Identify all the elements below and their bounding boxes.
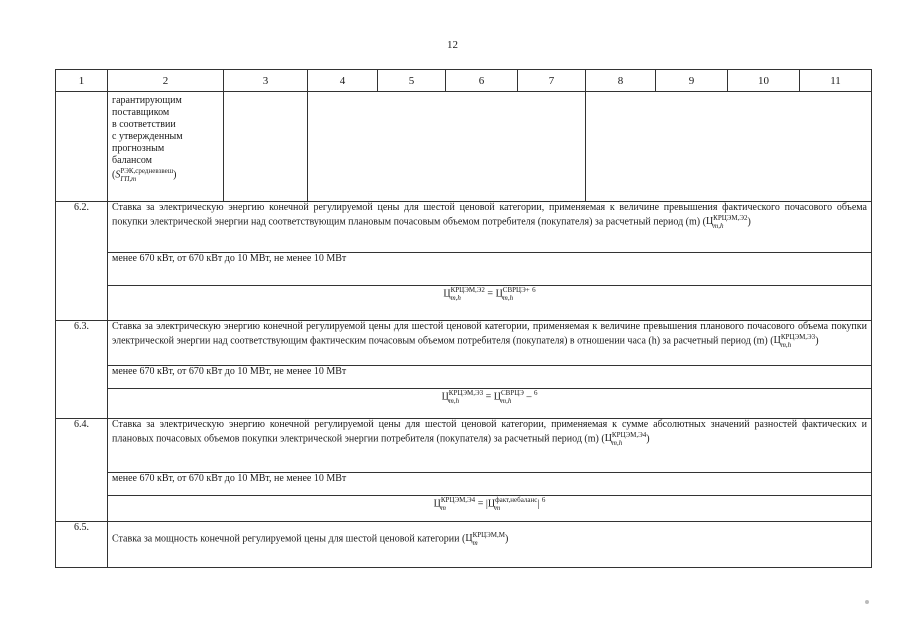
continuation-line: балансом bbox=[112, 155, 152, 166]
symbol-script bbox=[120, 167, 173, 183]
description-text: Ставка за электрическую энергию конечной регулируемой цены для шестой ценовой категории, применяемая к величине превышения фактического почасового объема покупки электрической энергии над соответствующим плановым почасовым объемом потребителя (покупателя) за расчетный период (m) ( bbox=[112, 202, 867, 228]
column-header: 9 bbox=[656, 70, 728, 92]
description-close: ) bbox=[815, 335, 819, 347]
continuation-line: поставщиком bbox=[112, 107, 170, 118]
symbol-sub: m,h bbox=[611, 439, 623, 447]
continuation-text-cell bbox=[108, 92, 224, 202]
row-description bbox=[108, 202, 872, 253]
formula-rhs-base: Ц bbox=[495, 288, 503, 300]
formula-lhs-sup: КРЦЭМ,Э3 bbox=[448, 389, 484, 397]
symbol-sub: m,h bbox=[713, 222, 724, 230]
tariff-table bbox=[55, 69, 872, 568]
column-header: 6 bbox=[446, 70, 518, 92]
formula-rhs-sub: m bbox=[495, 504, 501, 512]
table-row bbox=[56, 253, 872, 286]
symbol-base: Ц bbox=[773, 335, 781, 347]
empty-cell bbox=[308, 92, 586, 202]
symbol-sup: КРЦЭМ,Э4 bbox=[611, 431, 647, 439]
row-description bbox=[108, 321, 872, 366]
row-description bbox=[108, 522, 872, 568]
footnote-mark: 6 bbox=[532, 285, 536, 294]
formula-rhs-sub: m,h bbox=[502, 294, 514, 302]
row-condition: менее 670 кВт, от 670 кВт до 10 МВт, не менее 10 МВт bbox=[108, 253, 872, 286]
column-header: 4 bbox=[308, 70, 378, 92]
header-row bbox=[56, 70, 872, 92]
formula-operator: = bbox=[484, 288, 496, 300]
row-description bbox=[108, 419, 872, 473]
formula-rhs-base: Ц bbox=[487, 498, 496, 510]
table-row bbox=[56, 202, 872, 253]
footnote-mark: 6 bbox=[541, 495, 546, 504]
table-row bbox=[56, 496, 872, 522]
formula-rhs-sup: СВРЦЭ+ bbox=[502, 286, 530, 294]
description-symbol bbox=[705, 214, 748, 230]
symbol-sup: РЭК,средневзвеш bbox=[120, 167, 174, 175]
formula-lhs-sup: КРЦЭМ,Э2 bbox=[450, 286, 485, 294]
formula-rhs-sub: m,h bbox=[501, 397, 512, 405]
table-row bbox=[56, 522, 872, 568]
row-number: 6.4. bbox=[56, 419, 108, 522]
formula-lhs-sub: m,h bbox=[448, 397, 460, 405]
column-header: 1 bbox=[56, 70, 108, 92]
row-formula bbox=[108, 286, 872, 321]
row-number: 6.5. bbox=[56, 522, 108, 568]
formula-lhs-sub: m bbox=[440, 504, 446, 512]
row-formula bbox=[108, 389, 872, 419]
column-header: 5 bbox=[378, 70, 446, 92]
formula-operator: = | bbox=[475, 498, 488, 510]
row-number: 6.2. bbox=[56, 202, 108, 321]
formula-rhs-sup: факт,небаланс bbox=[495, 496, 538, 504]
formula-lhs-base: Ц bbox=[443, 288, 451, 300]
symbol-sup: КРЦЭМ,Э3 bbox=[780, 333, 816, 341]
row-condition: менее 670 кВт, от 670 кВт до 10 МВт, не менее 10 МВт bbox=[108, 473, 872, 496]
continuation-line: гарантирующим bbox=[112, 95, 182, 106]
symbol-sub: m,h bbox=[780, 341, 792, 349]
formula-operator: = bbox=[483, 391, 494, 403]
symbol-base: Ц bbox=[604, 433, 612, 445]
table-row bbox=[56, 366, 872, 389]
formula-lhs-sup: КРЦЭМ,Э4 bbox=[440, 496, 476, 504]
formula-tail: | bbox=[537, 498, 540, 510]
symbol-sub: ГП,m bbox=[120, 175, 137, 183]
description-symbol bbox=[604, 431, 650, 447]
description-text: Ставка за электрическую энергию конечной регулируемой цены для шестой ценовой категории, применяемая к величине превышения планового почасового объема покупки электрической энергии над соответствующим фактическим почасовым объемом потребителя (покупателя) в отношении часа (h) за расчетный период (m) ( bbox=[112, 321, 867, 347]
table-row bbox=[56, 389, 872, 419]
description-close: ) bbox=[747, 216, 751, 228]
column-header: 10 bbox=[728, 70, 800, 92]
formula-lhs-sub: m,h bbox=[450, 294, 461, 302]
column-header: 3 bbox=[224, 70, 308, 92]
formula-rhs-base: Ц bbox=[493, 391, 502, 403]
footnote-mark: 6 bbox=[533, 388, 538, 397]
description-symbol bbox=[465, 531, 505, 547]
scan-speck bbox=[865, 600, 869, 604]
formula-rhs-sup: СВРЦЭ bbox=[501, 389, 524, 397]
formula-lhs-base: Ц bbox=[433, 498, 441, 510]
column-header: 2 bbox=[108, 70, 224, 92]
symbol-sup: КРЦЭМ,М bbox=[472, 531, 505, 539]
continuation-row bbox=[56, 92, 872, 202]
symbol-sup: КРЦЭМ,Э2 bbox=[713, 214, 748, 222]
symbol-base: Ц bbox=[705, 216, 714, 228]
empty-cell bbox=[224, 92, 308, 202]
table-row bbox=[56, 473, 872, 496]
empty-cell bbox=[586, 92, 872, 202]
row-number: 6.3. bbox=[56, 321, 108, 419]
continuation-num-cell bbox=[56, 92, 108, 202]
column-header: 7 bbox=[518, 70, 586, 92]
continuation-line: прогнозным bbox=[112, 143, 165, 154]
continuation-line: в соответствии bbox=[112, 119, 176, 130]
continuation-symbol bbox=[112, 167, 219, 183]
formula-lhs-base: Ц bbox=[441, 391, 449, 403]
symbol-open: ( bbox=[112, 169, 116, 181]
symbol-base: Ц bbox=[465, 533, 473, 545]
page-number: 12 bbox=[447, 39, 458, 51]
table-row bbox=[56, 321, 872, 366]
description-text: Ставка за мощность конечной регулируемой цены для шестой ценовой категории ( bbox=[112, 533, 466, 545]
symbol-close: ) bbox=[173, 169, 177, 181]
description-symbol bbox=[773, 333, 819, 349]
row-condition: менее 670 кВт, от 670 кВт до 10 МВт, не менее 10 МВт bbox=[108, 366, 872, 389]
symbol-sub: m bbox=[472, 539, 478, 547]
table-row bbox=[56, 286, 872, 321]
column-header: 11 bbox=[800, 70, 872, 92]
row-formula bbox=[108, 496, 872, 522]
symbol-base: S bbox=[115, 169, 121, 181]
description-close: ) bbox=[505, 533, 509, 545]
formula-tail: – bbox=[523, 391, 532, 403]
column-header: 8 bbox=[586, 70, 656, 92]
continuation-line: с утвержденным bbox=[112, 131, 183, 142]
table-row bbox=[56, 419, 872, 473]
description-text: Ставка за электрическую энергию конечной регулируемой цены для шестой ценовой категории, применяемая к сумме абсолютных значений разностей фактических и плановых почасовых объемов покупки электрической энергии потребителя (покупателя) за расчетный период (m) ( bbox=[112, 419, 867, 445]
description-close: ) bbox=[646, 433, 650, 445]
